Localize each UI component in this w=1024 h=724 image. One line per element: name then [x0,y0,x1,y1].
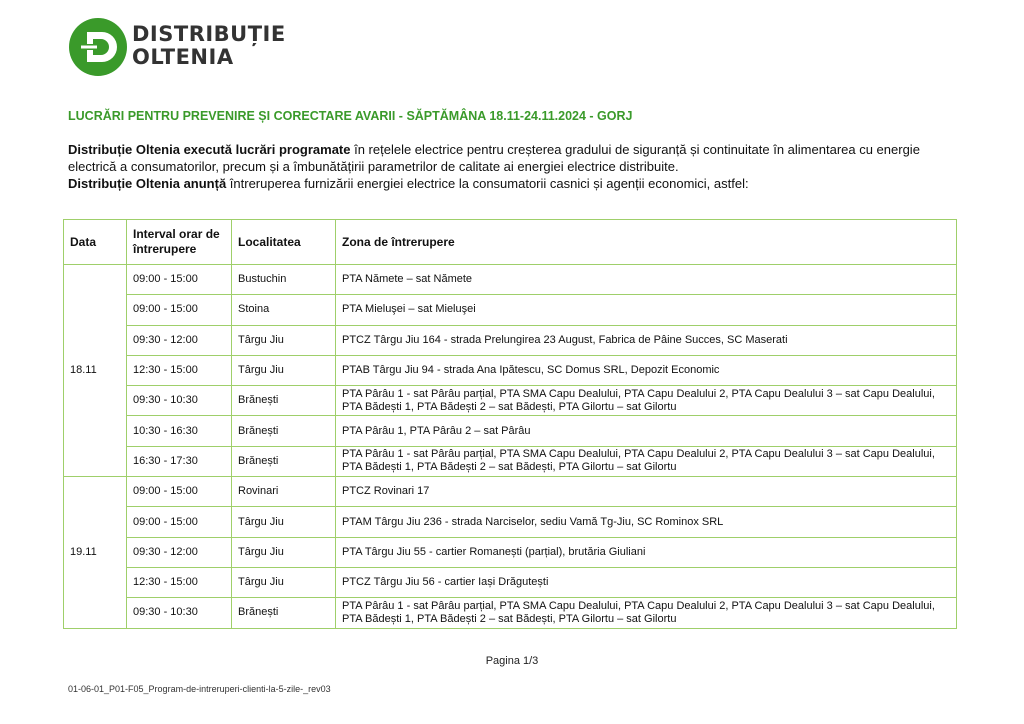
zone-cell: PTA Nămete – sat Nămete [336,265,957,295]
logo-line2: OLTENIA [132,45,234,69]
locality-cell: Rovinari [232,477,336,507]
intro-paragraph-1 [68,141,968,175]
zone-cell: PTA Pârâu 1 - sat Pârâu parțial, PTA SMA Capu Dealului, PTA Capu Dealului 2, PTA Capu Dealului 3 – sat Capu Dealului, PTA Bădești 1, PTA Bădești 2 – sat Bădești, PTA Gilortu – sat Gilortu [336,386,957,416]
logo-wordmark [132,23,286,69]
table-header-row [64,220,957,265]
table-row [64,537,957,567]
locality-cell: Bustuchin [232,265,336,295]
zone-cell: PTAB Târgu Jiu 94 - strada Ana Ipătescu, SC Domus SRL, Depozit Economic [336,355,957,385]
zone-cell: PTA Pârâu 1, PTA Pârâu 2 – sat Pârâu [336,416,957,446]
table-row [64,325,957,355]
document-code: 01-06-01_P01-F05_Program-de-intreruperi-clienti-la-5-zile-_rev03 [68,684,331,694]
zone-cell: PTA Pârâu 1 - sat Pârâu parțial, PTA SMA Capu Dealului, PTA Capu Dealului 2, PTA Capu Dealului 3 – sat Capu Dealului, PTA Bădești 1, PTA Bădești 2 – sat Bădești, PTA Gilortu – sat Gilortu [336,598,957,628]
interval-cell: 09:30 - 12:00 [127,325,232,355]
interval-cell: 12:30 - 15:00 [127,567,232,597]
date-cell: 19.11 [64,477,127,628]
zone-cell: PTA Pârâu 1 - sat Pârâu parțial, PTA SMA Capu Dealului, PTA Capu Dealului 2, PTA Capu Dealului 3 – sat Capu Dealului, PTA Bădești 1, PTA Bădești 2 – sat Bădești, PTA Gilortu – sat Gilortu [336,446,957,476]
locality-cell: Brănești [232,446,336,476]
header-zone: Zona de întrerupere [336,220,957,265]
locality-cell: Brănești [232,416,336,446]
distributie-oltenia-logo-icon [68,17,128,77]
date-cell: 18.11 [64,265,127,477]
company-logo [68,17,284,77]
intro-bold-1: Distribuție Oltenia execută lucrări programate [68,142,351,157]
document-title: LUCRĂRI PENTRU PREVENIRE ȘI CORECTARE AVARII - SĂPTĂMÂNA 18.11-24.11.2024 - GORJ [68,109,633,123]
interval-cell: 09:00 - 15:00 [127,477,232,507]
intro-rest-1: în rețelele electrice pentru creșterea gradului de siguranță și continuitate în alimentarea cu energie electrică a consumatorilor, precum și a îmbunătățirii parametrilor de calitate ai energiei electrice distribuite. [68,142,920,174]
locality-cell: Brănești [232,598,336,628]
table-row [64,446,957,476]
interval-cell: 09:00 - 15:00 [127,295,232,325]
zone-cell: PTA Mieluşei – sat Mieluşei [336,295,957,325]
header-date: Data [64,220,127,265]
interval-cell: 09:00 - 15:00 [127,265,232,295]
table-row [64,265,957,295]
intro-text [68,141,968,192]
page-number: Pagina 1/3 [485,655,539,667]
table-row [64,598,957,628]
table-row [64,416,957,446]
locality-cell: Târgu Jiu [232,325,336,355]
header-interval: Interval orar de întrerupere [127,220,232,265]
outage-schedule-table [63,219,957,629]
intro-rest-2: întreruperea furnizării energiei electrice la consumatorii casnici și agenții economici, astfel: [226,176,749,191]
interval-cell: 16:30 - 17:30 [127,446,232,476]
interval-cell: 09:00 - 15:00 [127,507,232,537]
interval-cell: 09:30 - 12:00 [127,537,232,567]
intro-bold-2: Distribuție Oltenia anunță [68,176,227,191]
table-row [64,355,957,385]
header-locality: Localitatea [232,220,336,265]
zone-cell: PTAM Târgu Jiu 236 - strada Narciselor, sediu Vamă Tg-Jiu, SC Rominox SRL [336,507,957,537]
zone-cell: PTA Târgu Jiu 55 - cartier Romanești (parțial), brutăria Giuliani [336,537,957,567]
zone-cell: PTCZ Rovinari 17 [336,477,957,507]
locality-cell: Târgu Jiu [232,507,336,537]
locality-cell: Târgu Jiu [232,537,336,567]
interval-cell: 12:30 - 15:00 [127,355,232,385]
table-row [64,295,957,325]
zone-cell: PTCZ Târgu Jiu 56 - cartier Iași Drăgutești [336,567,957,597]
table-row [64,567,957,597]
table-row [64,507,957,537]
locality-cell: Târgu Jiu [232,355,336,385]
locality-cell: Târgu Jiu [232,567,336,597]
interval-cell: 10:30 - 16:30 [127,416,232,446]
intro-paragraph-2 [68,175,968,192]
locality-cell: Brănești [232,386,336,416]
table-row [64,477,957,507]
table-row [64,386,957,416]
interval-cell: 09:30 - 10:30 [127,598,232,628]
logo-line1: DISTRIBUȚIE [132,22,286,46]
zone-cell: PTCZ Târgu Jiu 164 - strada Prelungirea 23 August, Fabrica de Pâine Succes, SC Maserati [336,325,957,355]
locality-cell: Stoina [232,295,336,325]
interval-cell: 09:30 - 10:30 [127,386,232,416]
